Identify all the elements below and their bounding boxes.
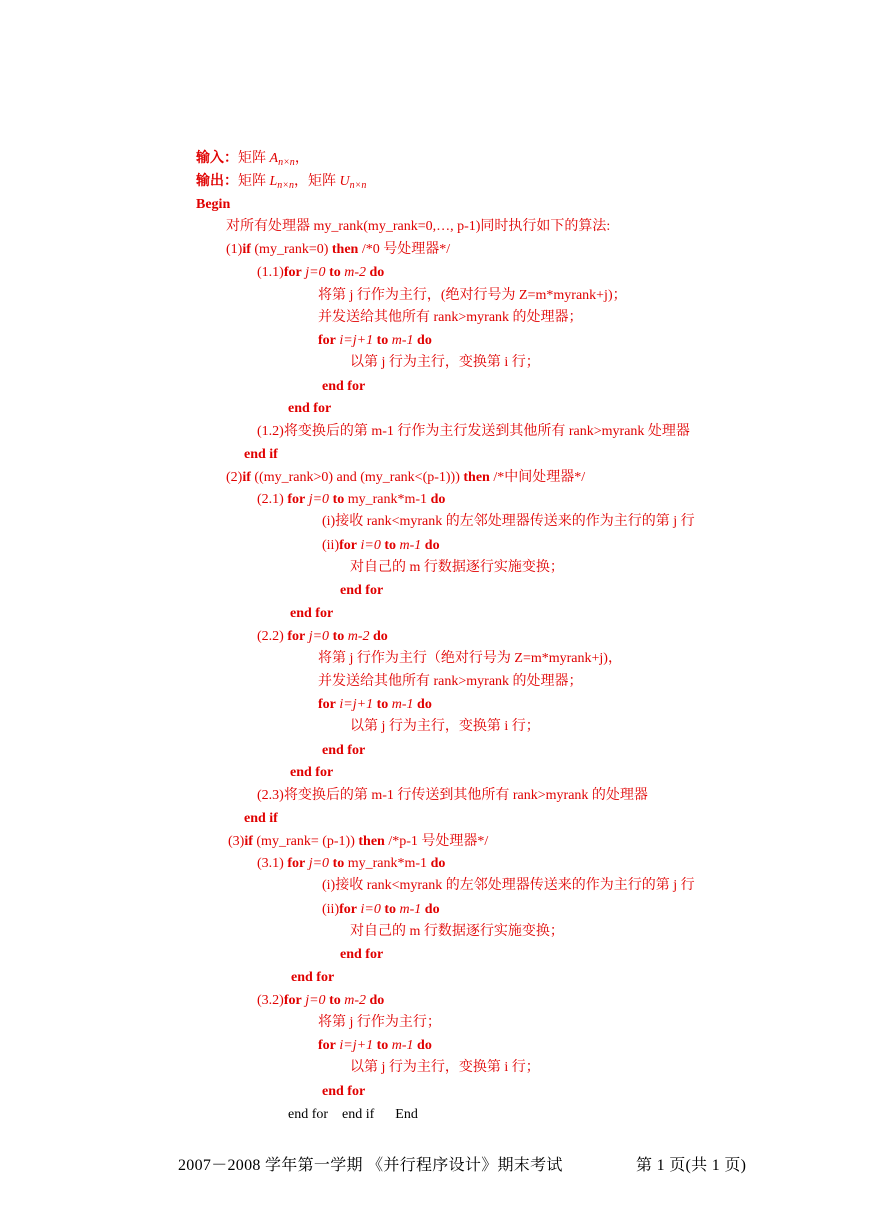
code-text: 对自己的 m 行数据逐行实施变换； — [350, 924, 564, 939]
code-line — [226, 241, 450, 259]
input-line — [196, 150, 309, 172]
condition: ((my_rank>0) and (my_rank<(p-1))) — [250, 470, 464, 485]
keyword: do — [369, 993, 385, 1008]
matrix-u: U — [339, 174, 350, 189]
var: m-1 — [399, 538, 425, 553]
subscript: n×n — [277, 180, 295, 191]
keyword: do — [417, 697, 432, 712]
step-number: (3.2) — [257, 993, 284, 1008]
keyword: do — [430, 492, 446, 507]
footer-title: 2007－2008 学年第一学期 《并行程序设计》期末考试 — [178, 1157, 563, 1174]
comment: /*0 号处理器*/ — [358, 242, 451, 257]
code-line — [244, 810, 278, 828]
output-line — [196, 173, 366, 195]
keyword: to — [376, 697, 389, 712]
code-text: 以第 j 行为主行，变换第 i 行； — [350, 1060, 540, 1075]
keyword: do — [373, 629, 388, 644]
comment: /*p-1 号处理器*/ — [384, 834, 489, 849]
var: i=0 — [360, 538, 385, 553]
code-line — [340, 582, 383, 600]
step-number: (2) — [226, 470, 243, 485]
var: m-2 — [347, 629, 374, 644]
input-text: 矩阵 — [238, 151, 270, 166]
code-line — [257, 491, 445, 509]
begin-text: Begin — [196, 197, 231, 212]
step-number: (ii) — [322, 902, 340, 917]
code-line — [318, 1037, 432, 1055]
keyword: end for — [290, 606, 334, 621]
step-number: (ii) — [322, 538, 340, 553]
keyword: end for — [291, 970, 335, 985]
code-line — [228, 833, 488, 851]
var: m-1 — [391, 1038, 418, 1053]
code-line — [322, 901, 440, 919]
code-line — [318, 673, 583, 691]
keyword: for — [287, 629, 306, 644]
code-line — [322, 877, 695, 895]
page-footer — [178, 1152, 747, 1175]
keyword: to — [329, 993, 341, 1008]
code-line — [350, 1059, 540, 1077]
code-line — [288, 400, 331, 418]
output-label: 输出： — [196, 174, 238, 189]
code-line — [318, 332, 432, 350]
code-line — [322, 537, 440, 555]
var: i=j+1 — [339, 333, 377, 348]
keyword: for — [339, 538, 357, 553]
code-line — [318, 650, 622, 668]
condition: (my_rank=0) — [250, 242, 332, 257]
code-line — [257, 992, 384, 1010]
keyword: do — [417, 1038, 432, 1053]
code-text: (i)接收 rank<myrank 的左邻处理器传送来的作为主行的第 j 行 — [322, 878, 695, 893]
keyword: end if — [244, 811, 278, 826]
keyword: then — [463, 470, 490, 485]
keyword: for — [339, 902, 357, 917]
keyword: for — [318, 333, 336, 348]
code-text: (2.3)将变换后的第 m-1 行传送到其他所有 rank>myrank 的处理器 — [257, 788, 648, 803]
var: i=j+1 — [339, 1038, 377, 1053]
code-line — [322, 513, 695, 531]
final-line — [288, 1106, 418, 1124]
comma: ， — [294, 151, 309, 166]
code-line — [226, 218, 610, 236]
keyword: end for — [288, 401, 332, 416]
keyword: to — [332, 492, 345, 507]
keyword: do — [430, 856, 446, 871]
code-line — [322, 1083, 365, 1101]
keyword: to — [332, 856, 345, 871]
code-text: (i)接收 rank<myrank 的左邻处理器传送来的作为主行的第 j 行 — [322, 514, 695, 529]
code-line — [318, 309, 583, 327]
var: m-2 — [344, 993, 370, 1008]
code-line — [290, 764, 333, 782]
var: i=0 — [360, 902, 385, 917]
keyword: if — [244, 834, 253, 849]
var: i=j+1 — [339, 697, 377, 712]
code-text: 以第 j 行为主行，变换第 i 行； — [350, 355, 540, 370]
var: j=0 — [305, 265, 330, 280]
keyword: to — [384, 538, 397, 553]
code-text: 将第 j 行作为主行，(绝对行号为 Z=m*myrank+j)； — [318, 288, 627, 303]
keyword: to — [329, 265, 341, 280]
keyword: do — [424, 538, 440, 553]
subscript: n×n — [349, 180, 367, 191]
code-line — [291, 969, 334, 987]
code-line — [290, 605, 333, 623]
keyword: to — [384, 902, 397, 917]
keyword: end for — [322, 1084, 366, 1099]
code-text: 并发送给其他所有 rank>myrank 的处理器； — [318, 310, 583, 325]
var: j=0 — [308, 856, 333, 871]
keyword: for — [283, 993, 302, 1008]
code-line — [244, 446, 278, 464]
code-line — [340, 946, 383, 964]
var: m-1 — [391, 333, 418, 348]
var: my_rank*m-1 — [347, 856, 431, 871]
keyword: for — [287, 492, 306, 507]
step-number: (2.1) — [257, 492, 288, 507]
keyword: end for — [322, 379, 366, 394]
code-text: (1.2)将变换后的第 m-1 行作为主行发送到其他所有 rank>myrank 处理器 — [257, 424, 690, 439]
var: j=0 — [308, 629, 333, 644]
code-line — [322, 742, 365, 760]
begin-keyword — [196, 196, 230, 214]
keyword: if — [242, 470, 251, 485]
keyword: for — [318, 697, 336, 712]
matrix-a: A — [269, 151, 279, 166]
code-line — [226, 469, 585, 487]
code-line — [257, 628, 388, 646]
code-line — [318, 696, 432, 714]
keyword: do — [417, 333, 432, 348]
code-text: 并发送给其他所有 rank>myrank 的处理器； — [318, 674, 583, 689]
keyword: end for — [322, 743, 366, 758]
matrix-l: L — [269, 174, 278, 189]
code-text: 对自己的 m 行数据逐行实施变换； — [350, 560, 564, 575]
subscript: n×n — [278, 157, 295, 168]
code-line — [257, 423, 690, 441]
keyword: if — [242, 242, 251, 257]
output-text: ，矩阵 — [294, 174, 340, 189]
code-text: 以第 j 行为主行，变换第 i 行； — [350, 719, 540, 734]
code-line — [322, 378, 365, 396]
step-number: (2.2) — [257, 629, 288, 644]
code-line — [350, 923, 564, 941]
var: m-1 — [399, 902, 425, 917]
code-line — [318, 287, 627, 305]
keyword: end if — [244, 447, 278, 462]
step-number: (1) — [226, 242, 243, 257]
code-line — [318, 1014, 441, 1032]
step-number: (3.1) — [257, 856, 288, 871]
step-number: (1.1) — [257, 265, 284, 280]
var: j=0 — [305, 993, 330, 1008]
code-line — [350, 354, 540, 372]
keyword: for — [287, 856, 306, 871]
keyword: then — [331, 242, 359, 257]
keyword: to — [332, 629, 345, 644]
var: my_rank*m-1 — [347, 492, 431, 507]
code-line — [350, 718, 540, 736]
keyword: for — [283, 265, 302, 280]
code-text: end for end if End — [288, 1107, 418, 1122]
code-line — [350, 559, 564, 577]
var: m-1 — [391, 697, 418, 712]
var: m-2 — [344, 265, 370, 280]
keyword: then — [358, 834, 385, 849]
code-line — [257, 855, 445, 873]
output-text: 矩阵 — [238, 174, 270, 189]
condition: (my_rank= (p-1)) — [252, 834, 359, 849]
code-text: 将第 j 行作为主行（绝对行号为 Z=m*myrank+j)， — [318, 651, 622, 666]
keyword: end for — [340, 947, 384, 962]
code-text: 将第 j 行作为主行； — [318, 1015, 441, 1030]
page-number: 第 1 页(共 1 页) — [636, 1157, 747, 1174]
keyword: to — [376, 1038, 389, 1053]
comment: /*中间处理器*/ — [489, 470, 586, 485]
input-label: 输入： — [196, 151, 238, 166]
keyword: end for — [290, 765, 334, 780]
keyword: end for — [340, 583, 384, 598]
keyword: to — [376, 333, 389, 348]
code-text: 对所有处理器 my_rank(my_rank=0,…, p-1)同时执行如下的算法: — [226, 219, 611, 234]
keyword: do — [369, 265, 385, 280]
code-line — [257, 787, 648, 805]
var: j=0 — [308, 492, 333, 507]
step-number: (3) — [228, 834, 245, 849]
keyword: for — [318, 1038, 336, 1053]
keyword: do — [424, 902, 440, 917]
code-line — [257, 264, 384, 282]
